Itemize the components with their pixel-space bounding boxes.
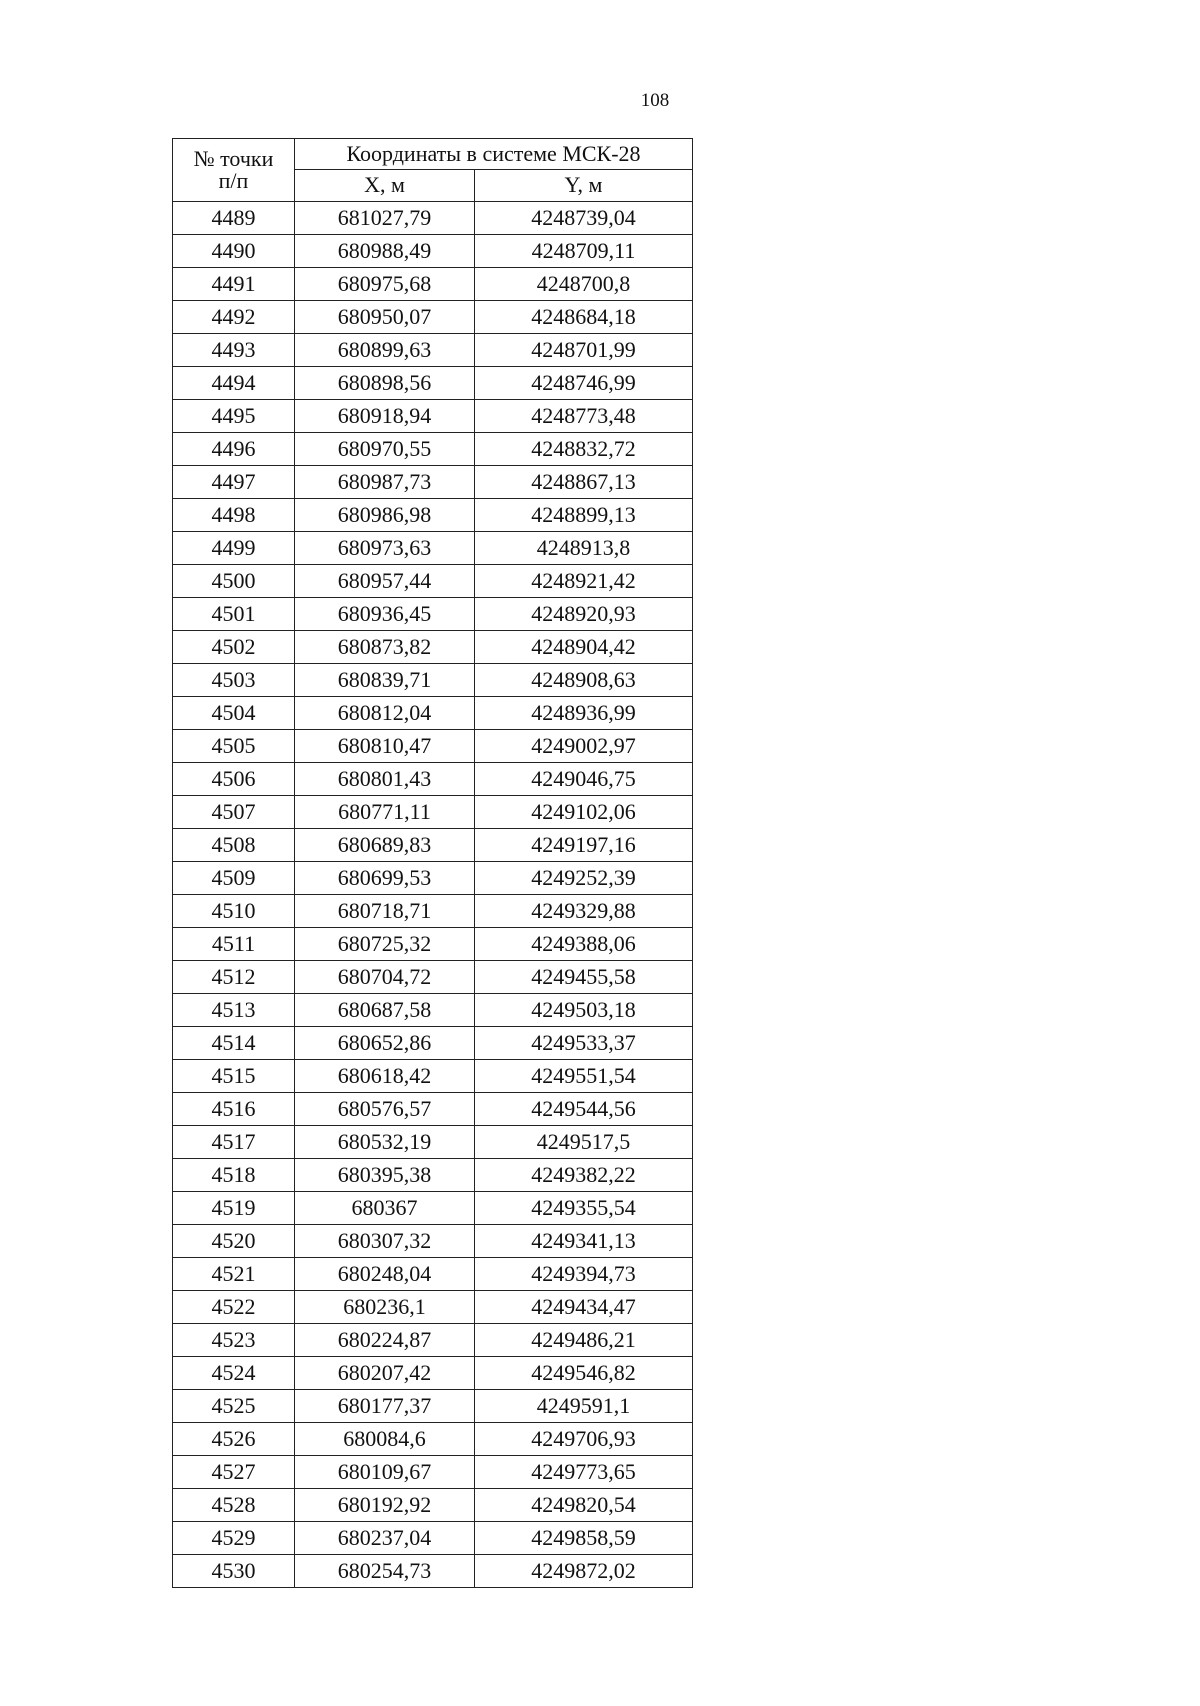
x-coordinate-cell: 680699,53 (295, 862, 475, 895)
table-row (173, 565, 693, 598)
table-row (173, 532, 693, 565)
x-coordinate-cell: 680973,63 (295, 532, 475, 565)
point-number-cell: 4523 (173, 1324, 295, 1357)
x-coordinate-cell: 680918,94 (295, 400, 475, 433)
table-row (173, 466, 693, 499)
table-row (173, 631, 693, 664)
x-coordinate-cell: 680254,73 (295, 1555, 475, 1588)
x-coordinate-cell: 680957,44 (295, 565, 475, 598)
table-row (173, 829, 693, 862)
table-row (173, 1456, 693, 1489)
y-coordinate-cell: 4249394,73 (475, 1258, 693, 1291)
y-coordinate-cell: 4249858,59 (475, 1522, 693, 1555)
table-row (173, 796, 693, 829)
point-number-cell: 4521 (173, 1258, 295, 1291)
point-number-cell: 4501 (173, 598, 295, 631)
x-coordinate-cell: 680873,82 (295, 631, 475, 664)
x-coordinate-cell: 680109,67 (295, 1456, 475, 1489)
y-coordinate-cell: 4249872,02 (475, 1555, 693, 1588)
x-coordinate-cell: 680237,04 (295, 1522, 475, 1555)
y-coordinate-cell: 4248899,13 (475, 499, 693, 532)
y-coordinate-cell: 4248921,42 (475, 565, 693, 598)
table-row (173, 1522, 693, 1555)
point-number-cell: 4514 (173, 1027, 295, 1060)
table-row (173, 895, 693, 928)
table-row (173, 268, 693, 301)
y-coordinate-cell: 4248700,8 (475, 268, 693, 301)
y-coordinate-cell: 4249252,39 (475, 862, 693, 895)
point-number-cell: 4528 (173, 1489, 295, 1522)
x-coordinate-cell: 680395,38 (295, 1159, 475, 1192)
x-coordinate-cell: 680704,72 (295, 961, 475, 994)
table-row (173, 862, 693, 895)
point-number-cell: 4510 (173, 895, 295, 928)
point-number-cell: 4503 (173, 664, 295, 697)
x-coordinate-cell: 680899,63 (295, 334, 475, 367)
table-row (173, 1027, 693, 1060)
x-coordinate-cell: 680084,6 (295, 1423, 475, 1456)
x-coordinate-cell: 681027,79 (295, 202, 475, 235)
table-row (173, 1324, 693, 1357)
point-number-cell: 4499 (173, 532, 295, 565)
y-coordinate-cell: 4249455,58 (475, 961, 693, 994)
x-coordinate-cell: 680950,07 (295, 301, 475, 334)
table-row (173, 598, 693, 631)
x-coordinate-cell: 680898,56 (295, 367, 475, 400)
y-coordinate-cell: 4249434,47 (475, 1291, 693, 1324)
y-coordinate-cell: 4248773,48 (475, 400, 693, 433)
point-number-cell: 4509 (173, 862, 295, 895)
table-row (173, 1423, 693, 1456)
y-coordinate-cell: 4249341,13 (475, 1225, 693, 1258)
x-coordinate-cell: 680771,11 (295, 796, 475, 829)
y-coordinate-cell: 4249591,1 (475, 1390, 693, 1423)
point-number-cell: 4515 (173, 1060, 295, 1093)
point-number-cell: 4524 (173, 1357, 295, 1390)
y-coordinate-cell: 4248701,99 (475, 334, 693, 367)
point-number-cell: 4522 (173, 1291, 295, 1324)
point-number-cell: 4491 (173, 268, 295, 301)
point-number-cell: 4507 (173, 796, 295, 829)
point-number-cell: 4529 (173, 1522, 295, 1555)
point-number-cell: 4518 (173, 1159, 295, 1192)
point-number-cell: 4492 (173, 301, 295, 334)
y-coordinate-cell: 4248920,93 (475, 598, 693, 631)
x-coordinate-cell: 680987,73 (295, 466, 475, 499)
point-number-cell: 4504 (173, 697, 295, 730)
table-row (173, 994, 693, 1027)
point-number-header-line1: № точки (193, 146, 274, 171)
point-number-header (173, 139, 295, 202)
table-row (173, 928, 693, 961)
y-coordinate-cell: 4249002,97 (475, 730, 693, 763)
table-row (173, 202, 693, 235)
x-coordinate-cell: 680725,32 (295, 928, 475, 961)
table-row (173, 334, 693, 367)
y-coordinate-cell: 4249551,54 (475, 1060, 693, 1093)
y-coordinate-cell: 4248936,99 (475, 697, 693, 730)
x-coordinate-cell: 680936,45 (295, 598, 475, 631)
y-coordinate-cell: 4249546,82 (475, 1357, 693, 1390)
x-column-header: X, м (295, 169, 475, 201)
point-number-cell: 4497 (173, 466, 295, 499)
table-row (173, 1291, 693, 1324)
point-number-cell: 4511 (173, 928, 295, 961)
coordinates-group-header: Координаты в системе МСК-28 (295, 139, 693, 170)
y-coordinate-cell: 4248684,18 (475, 301, 693, 334)
y-coordinate-cell: 4249544,56 (475, 1093, 693, 1126)
point-number-cell: 4516 (173, 1093, 295, 1126)
point-number-cell: 4530 (173, 1555, 295, 1588)
y-coordinate-cell: 4249355,54 (475, 1192, 693, 1225)
x-coordinate-cell: 680576,57 (295, 1093, 475, 1126)
x-coordinate-cell: 680812,04 (295, 697, 475, 730)
x-coordinate-cell: 680986,98 (295, 499, 475, 532)
x-coordinate-cell: 680689,83 (295, 829, 475, 862)
y-column-header: Y, м (475, 169, 693, 201)
point-number-cell: 4490 (173, 235, 295, 268)
y-coordinate-cell: 4249706,93 (475, 1423, 693, 1456)
x-coordinate-cell: 680687,58 (295, 994, 475, 1027)
x-coordinate-cell: 680652,86 (295, 1027, 475, 1060)
point-number-cell: 4493 (173, 334, 295, 367)
y-coordinate-cell: 4248867,13 (475, 466, 693, 499)
x-coordinate-cell: 680810,47 (295, 730, 475, 763)
table-row (173, 697, 693, 730)
y-coordinate-cell: 4248913,8 (475, 532, 693, 565)
y-coordinate-cell: 4249388,06 (475, 928, 693, 961)
x-coordinate-cell: 680532,19 (295, 1126, 475, 1159)
y-coordinate-cell: 4249820,54 (475, 1489, 693, 1522)
point-number-cell: 4494 (173, 367, 295, 400)
table-header (173, 139, 693, 202)
table-row (173, 1159, 693, 1192)
y-coordinate-cell: 4249102,06 (475, 796, 693, 829)
point-number-cell: 4506 (173, 763, 295, 796)
table-row (173, 433, 693, 466)
point-number-cell: 4513 (173, 994, 295, 1027)
table-row (173, 1390, 693, 1423)
y-coordinate-cell: 4249329,88 (475, 895, 693, 928)
x-coordinate-cell: 680839,71 (295, 664, 475, 697)
y-coordinate-cell: 4249503,18 (475, 994, 693, 1027)
coordinates-table (172, 138, 693, 1588)
y-coordinate-cell: 4248904,42 (475, 631, 693, 664)
x-coordinate-cell: 680192,92 (295, 1489, 475, 1522)
table-row (173, 1489, 693, 1522)
x-coordinate-cell: 680367 (295, 1192, 475, 1225)
point-number-cell: 4526 (173, 1423, 295, 1456)
table-row (173, 1258, 693, 1291)
point-number-cell: 4519 (173, 1192, 295, 1225)
x-coordinate-cell: 680970,55 (295, 433, 475, 466)
table-row (173, 1225, 693, 1258)
y-coordinate-cell: 4249773,65 (475, 1456, 693, 1489)
y-coordinate-cell: 4249197,16 (475, 829, 693, 862)
table-row (173, 1126, 693, 1159)
y-coordinate-cell: 4248746,99 (475, 367, 693, 400)
table-row (173, 730, 693, 763)
table-row (173, 235, 693, 268)
table-row (173, 1093, 693, 1126)
table-row (173, 400, 693, 433)
x-coordinate-cell: 680618,42 (295, 1060, 475, 1093)
point-number-cell: 4525 (173, 1390, 295, 1423)
y-coordinate-cell: 4249486,21 (475, 1324, 693, 1357)
x-coordinate-cell: 680307,32 (295, 1225, 475, 1258)
y-coordinate-cell: 4249533,37 (475, 1027, 693, 1060)
table-body (173, 202, 693, 1588)
page-number: 108 (640, 90, 670, 111)
point-number-cell: 4498 (173, 499, 295, 532)
x-coordinate-cell: 680236,1 (295, 1291, 475, 1324)
table-row (173, 763, 693, 796)
point-number-cell: 4527 (173, 1456, 295, 1489)
table-row (173, 1357, 693, 1390)
x-coordinate-cell: 680177,37 (295, 1390, 475, 1423)
y-coordinate-cell: 4249382,22 (475, 1159, 693, 1192)
x-coordinate-cell: 680801,43 (295, 763, 475, 796)
table-row (173, 1060, 693, 1093)
table-row (173, 664, 693, 697)
point-number-cell: 4489 (173, 202, 295, 235)
x-coordinate-cell: 680718,71 (295, 895, 475, 928)
y-coordinate-cell: 4248908,63 (475, 664, 693, 697)
point-number-header-line2: п/п (218, 168, 249, 193)
x-coordinate-cell: 680224,87 (295, 1324, 475, 1357)
point-number-cell: 4500 (173, 565, 295, 598)
x-coordinate-cell: 680207,42 (295, 1357, 475, 1390)
point-number-cell: 4517 (173, 1126, 295, 1159)
point-number-cell: 4495 (173, 400, 295, 433)
point-number-cell: 4496 (173, 433, 295, 466)
y-coordinate-cell: 4249517,5 (475, 1126, 693, 1159)
x-coordinate-cell: 680248,04 (295, 1258, 475, 1291)
y-coordinate-cell: 4248832,72 (475, 433, 693, 466)
x-coordinate-cell: 680988,49 (295, 235, 475, 268)
point-number-cell: 4512 (173, 961, 295, 994)
table-row (173, 1555, 693, 1588)
point-number-cell: 4508 (173, 829, 295, 862)
y-coordinate-cell: 4248709,11 (475, 235, 693, 268)
y-coordinate-cell: 4249046,75 (475, 763, 693, 796)
table-row (173, 367, 693, 400)
x-coordinate-cell: 680975,68 (295, 268, 475, 301)
point-number-cell: 4520 (173, 1225, 295, 1258)
point-number-cell: 4502 (173, 631, 295, 664)
point-number-cell: 4505 (173, 730, 295, 763)
table-row (173, 961, 693, 994)
y-coordinate-cell: 4248739,04 (475, 202, 693, 235)
table-row (173, 1192, 693, 1225)
table-row (173, 499, 693, 532)
table-row (173, 301, 693, 334)
